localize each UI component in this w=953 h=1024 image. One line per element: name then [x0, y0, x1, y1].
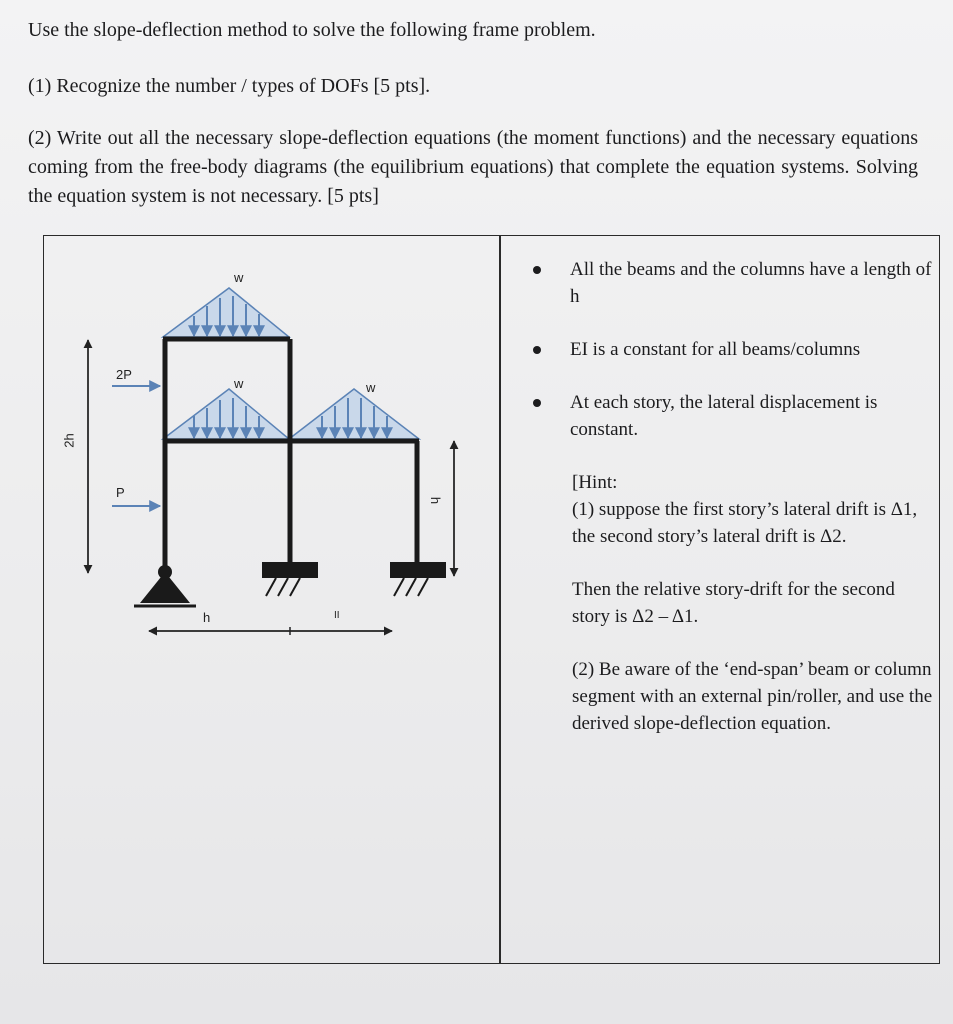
- note-bullet-2: [514, 336, 934, 363]
- left-distributed-load: [163, 389, 289, 439]
- bullet-dot: [533, 399, 541, 407]
- hint-then: Then the relative story-drift for the second story is Δ2 – Δ1.: [572, 579, 895, 627]
- fixed-support-middle: [262, 562, 318, 596]
- pin-support: [134, 565, 196, 606]
- question-title: Use the slope-deflection method to solve the following frame problem.: [28, 19, 596, 41]
- dimension-label-equal: II: [334, 610, 340, 621]
- frame-drawing: [44, 236, 499, 965]
- table-divider: [499, 236, 501, 963]
- dimension-label-2h: 2h: [61, 433, 77, 448]
- hint-2: (2) Be aware of the ‘end-span’ beam or column segment with an external pin/roller, and use the derived slope-deflection equation.: [572, 659, 933, 734]
- frame-diagram: [44, 236, 499, 965]
- force-label-p: P: [116, 485, 125, 500]
- bullet-dot: [533, 346, 541, 354]
- problem-notes: [514, 256, 934, 763]
- note-bullet-3: [514, 389, 934, 443]
- force-label-2p: 2P: [116, 367, 132, 382]
- note-text-2: EI is a constant for all beams/columns: [570, 339, 861, 360]
- load-label-right: w: [366, 380, 376, 395]
- problem-table: [43, 235, 940, 964]
- load-label-top: w: [234, 270, 244, 285]
- bullet-dot: [533, 266, 541, 274]
- hint-1: (1) suppose the first story’s lateral drift is Δ1, the second story’s lateral drift is Δ2.: [572, 499, 918, 547]
- hint-block: [514, 469, 934, 737]
- note-text-3: At each story, the lateral displacement is constant.: [570, 392, 878, 440]
- note-bullet-1: [514, 256, 934, 310]
- load-label-left: w: [234, 376, 244, 391]
- question-part-1: (1) Recognize the number / types of DOFs [5 pts].: [28, 75, 431, 97]
- fixed-support-right: [390, 562, 446, 596]
- right-distributed-load: [289, 389, 419, 439]
- frame-members: [163, 339, 419, 566]
- note-text-1: All the beams and the columns have a length of h: [570, 259, 932, 307]
- top-distributed-load: [163, 288, 289, 337]
- question-part-2: (2) Write out all the necessary slope-deflection equations (the moment functions) and the necessary equations coming from the free-body diagrams (the equilibrium equations) that complete the equation systems. Solving the equation system is not necessary. [5 pts]: [28, 127, 918, 207]
- dimension-label-h-span: h: [203, 610, 211, 625]
- dimension-label-h-right: h: [428, 496, 444, 505]
- hint-intro: [Hint:: [572, 472, 618, 493]
- dimension-lines: [88, 340, 454, 635]
